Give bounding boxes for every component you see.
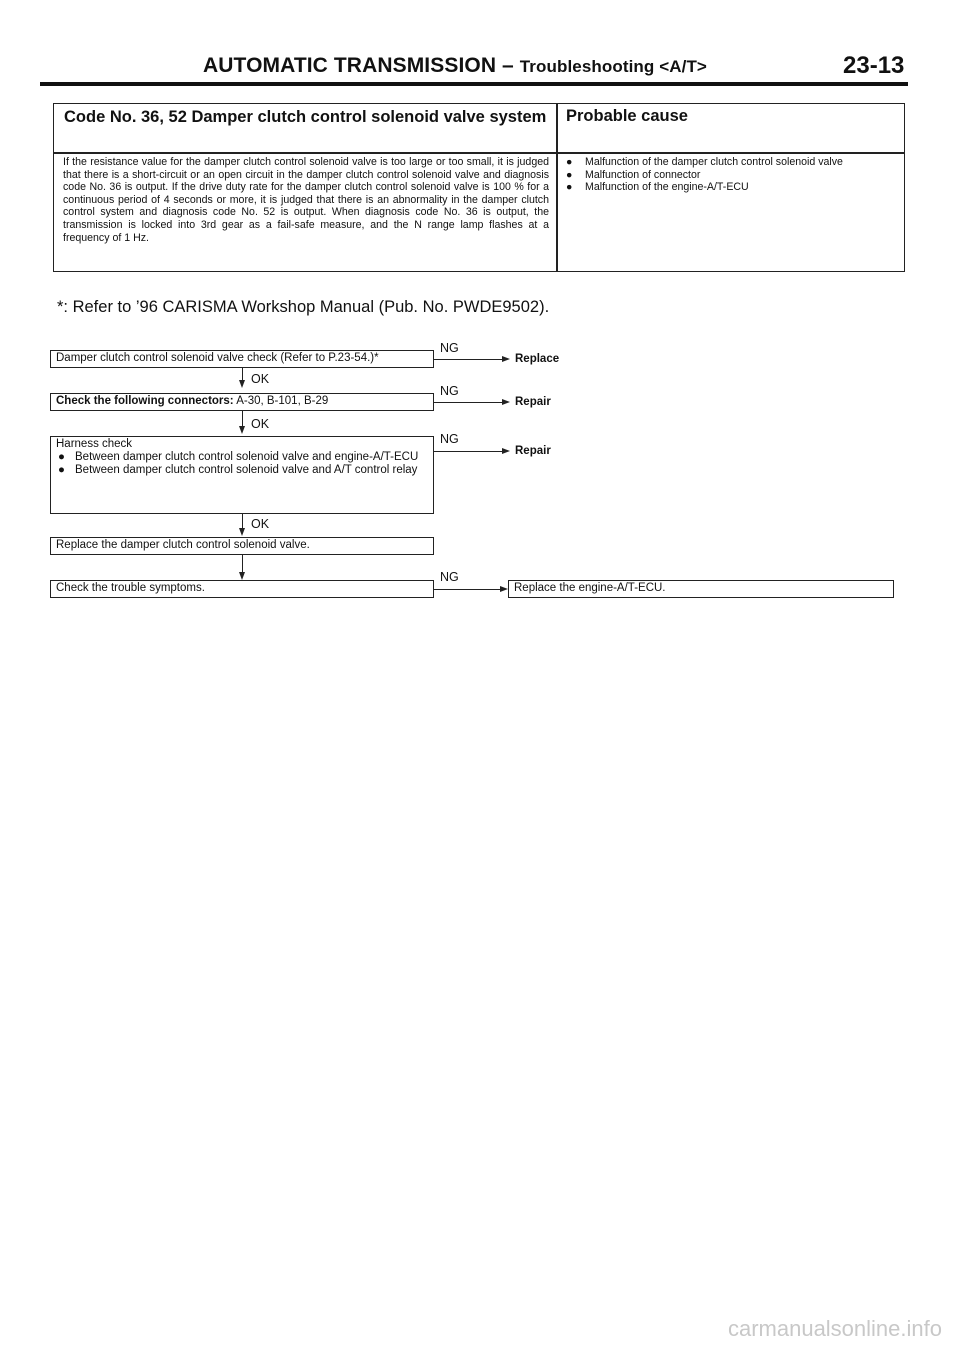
ng-connector-line — [434, 589, 502, 590]
watermark: carmanualsonline.info — [727, 1316, 942, 1341]
reference-note: *: Refer to ’96 CARISMA Workshop Manual (Pub. No. PWDE9502). — [57, 298, 550, 316]
code-description: If the resistance value for the damper clutch control solenoid valve is too large or too small, it is judged that there is a short-circuit or an open circuit in the damper clutch control solenoid valve and diagnosis code No. 36 is output. If the drive duty rate for the damper clutch control solenoid valve is 100 % for a continuous period of 4 seconds or more, it is judged that there is an abnormality in the damper clutch control system and diagnosis code No. 52 is output. When diagnosis code No. 36 is output, the transmission is locked into 3rd gear as a fail-safe measure, and the N range lamp flashes at a frequency of 1 Hz. — [63, 156, 549, 244]
flow-step-check-symptoms: Check the trouble symptoms. — [50, 580, 434, 598]
flow-step-harness-check: Harness check ● Between damper clutch control solenoid valve and engine-A/T-ECU ● Between damper clutch control solenoid valve and A/T control relay — [50, 436, 434, 514]
bullet-icon: ● — [566, 168, 573, 181]
bullet-icon: ● — [58, 451, 65, 463]
arrow-right-icon — [502, 399, 510, 405]
bullet-icon: ● — [566, 181, 573, 194]
ng-connector-line — [434, 402, 504, 403]
arrow-down-icon — [239, 380, 245, 388]
arrow-down-icon — [239, 572, 245, 580]
harness-check-item: ● Between damper clutch control solenoid valve and engine-A/T-ECU — [58, 451, 419, 463]
code-title: Code No. 36, 52 Damper clutch control solenoid valve system — [64, 108, 547, 126]
section-title — [203, 54, 707, 78]
table-row-divider — [54, 152, 904, 154]
arrow-right-icon — [500, 586, 508, 592]
ok-label: OK — [251, 417, 270, 431]
ng-label: NG — [440, 384, 459, 398]
ng-label: NG — [440, 570, 459, 584]
bullet-icon: ● — [566, 156, 573, 168]
section-title-main: AUTOMATIC TRANSMISSION – — [203, 54, 514, 77]
ng-label: NG — [440, 432, 459, 446]
flow-step-solenoid-check: Damper clutch control solenoid valve check (Refer to P.23-54.)* — [50, 350, 434, 368]
bullet-icon: ● — [58, 464, 65, 476]
table-column-divider — [556, 104, 558, 271]
header-rule — [40, 82, 908, 86]
page-number: 23-13 — [843, 52, 905, 79]
ng-label: NG — [440, 341, 459, 355]
result-repair: Repair — [515, 396, 551, 408]
flow-step-connector-check: Check the following connectors: A-30, B-101, B-29 — [50, 393, 434, 411]
cause-item: ● Malfunction of the damper clutch control solenoid valve — [566, 156, 843, 168]
probable-cause-list — [566, 156, 902, 194]
harness-check-item: ● Between damper clutch control solenoid valve and A/T control relay — [58, 464, 418, 476]
ng-connector-line — [434, 451, 504, 452]
result-repair: Repair — [515, 445, 551, 457]
cause-item: ● Malfunction of connector — [566, 168, 701, 181]
diagnosis-code-table — [53, 103, 905, 272]
ok-label: OK — [251, 372, 270, 386]
arrow-right-icon — [502, 356, 510, 362]
harness-check-list — [56, 451, 428, 477]
ok-label: OK — [251, 517, 270, 531]
probable-cause-heading: Probable cause — [566, 107, 688, 125]
section-subtitle: Troubleshooting <A/T> — [519, 57, 707, 76]
ng-connector-line — [434, 359, 504, 360]
arrow-down-icon — [239, 528, 245, 536]
flow-step-replace-solenoid: Replace the damper clutch control solenoid valve. — [50, 537, 434, 555]
arrow-right-icon — [502, 448, 510, 454]
arrow-down-icon — [239, 426, 245, 434]
result-replace: Replace — [515, 353, 560, 365]
cause-item: ● Malfunction of the engine-A/T-ECU — [566, 181, 749, 194]
flow-result-replace-ecu: Replace the engine-A/T-ECU. — [508, 580, 894, 598]
